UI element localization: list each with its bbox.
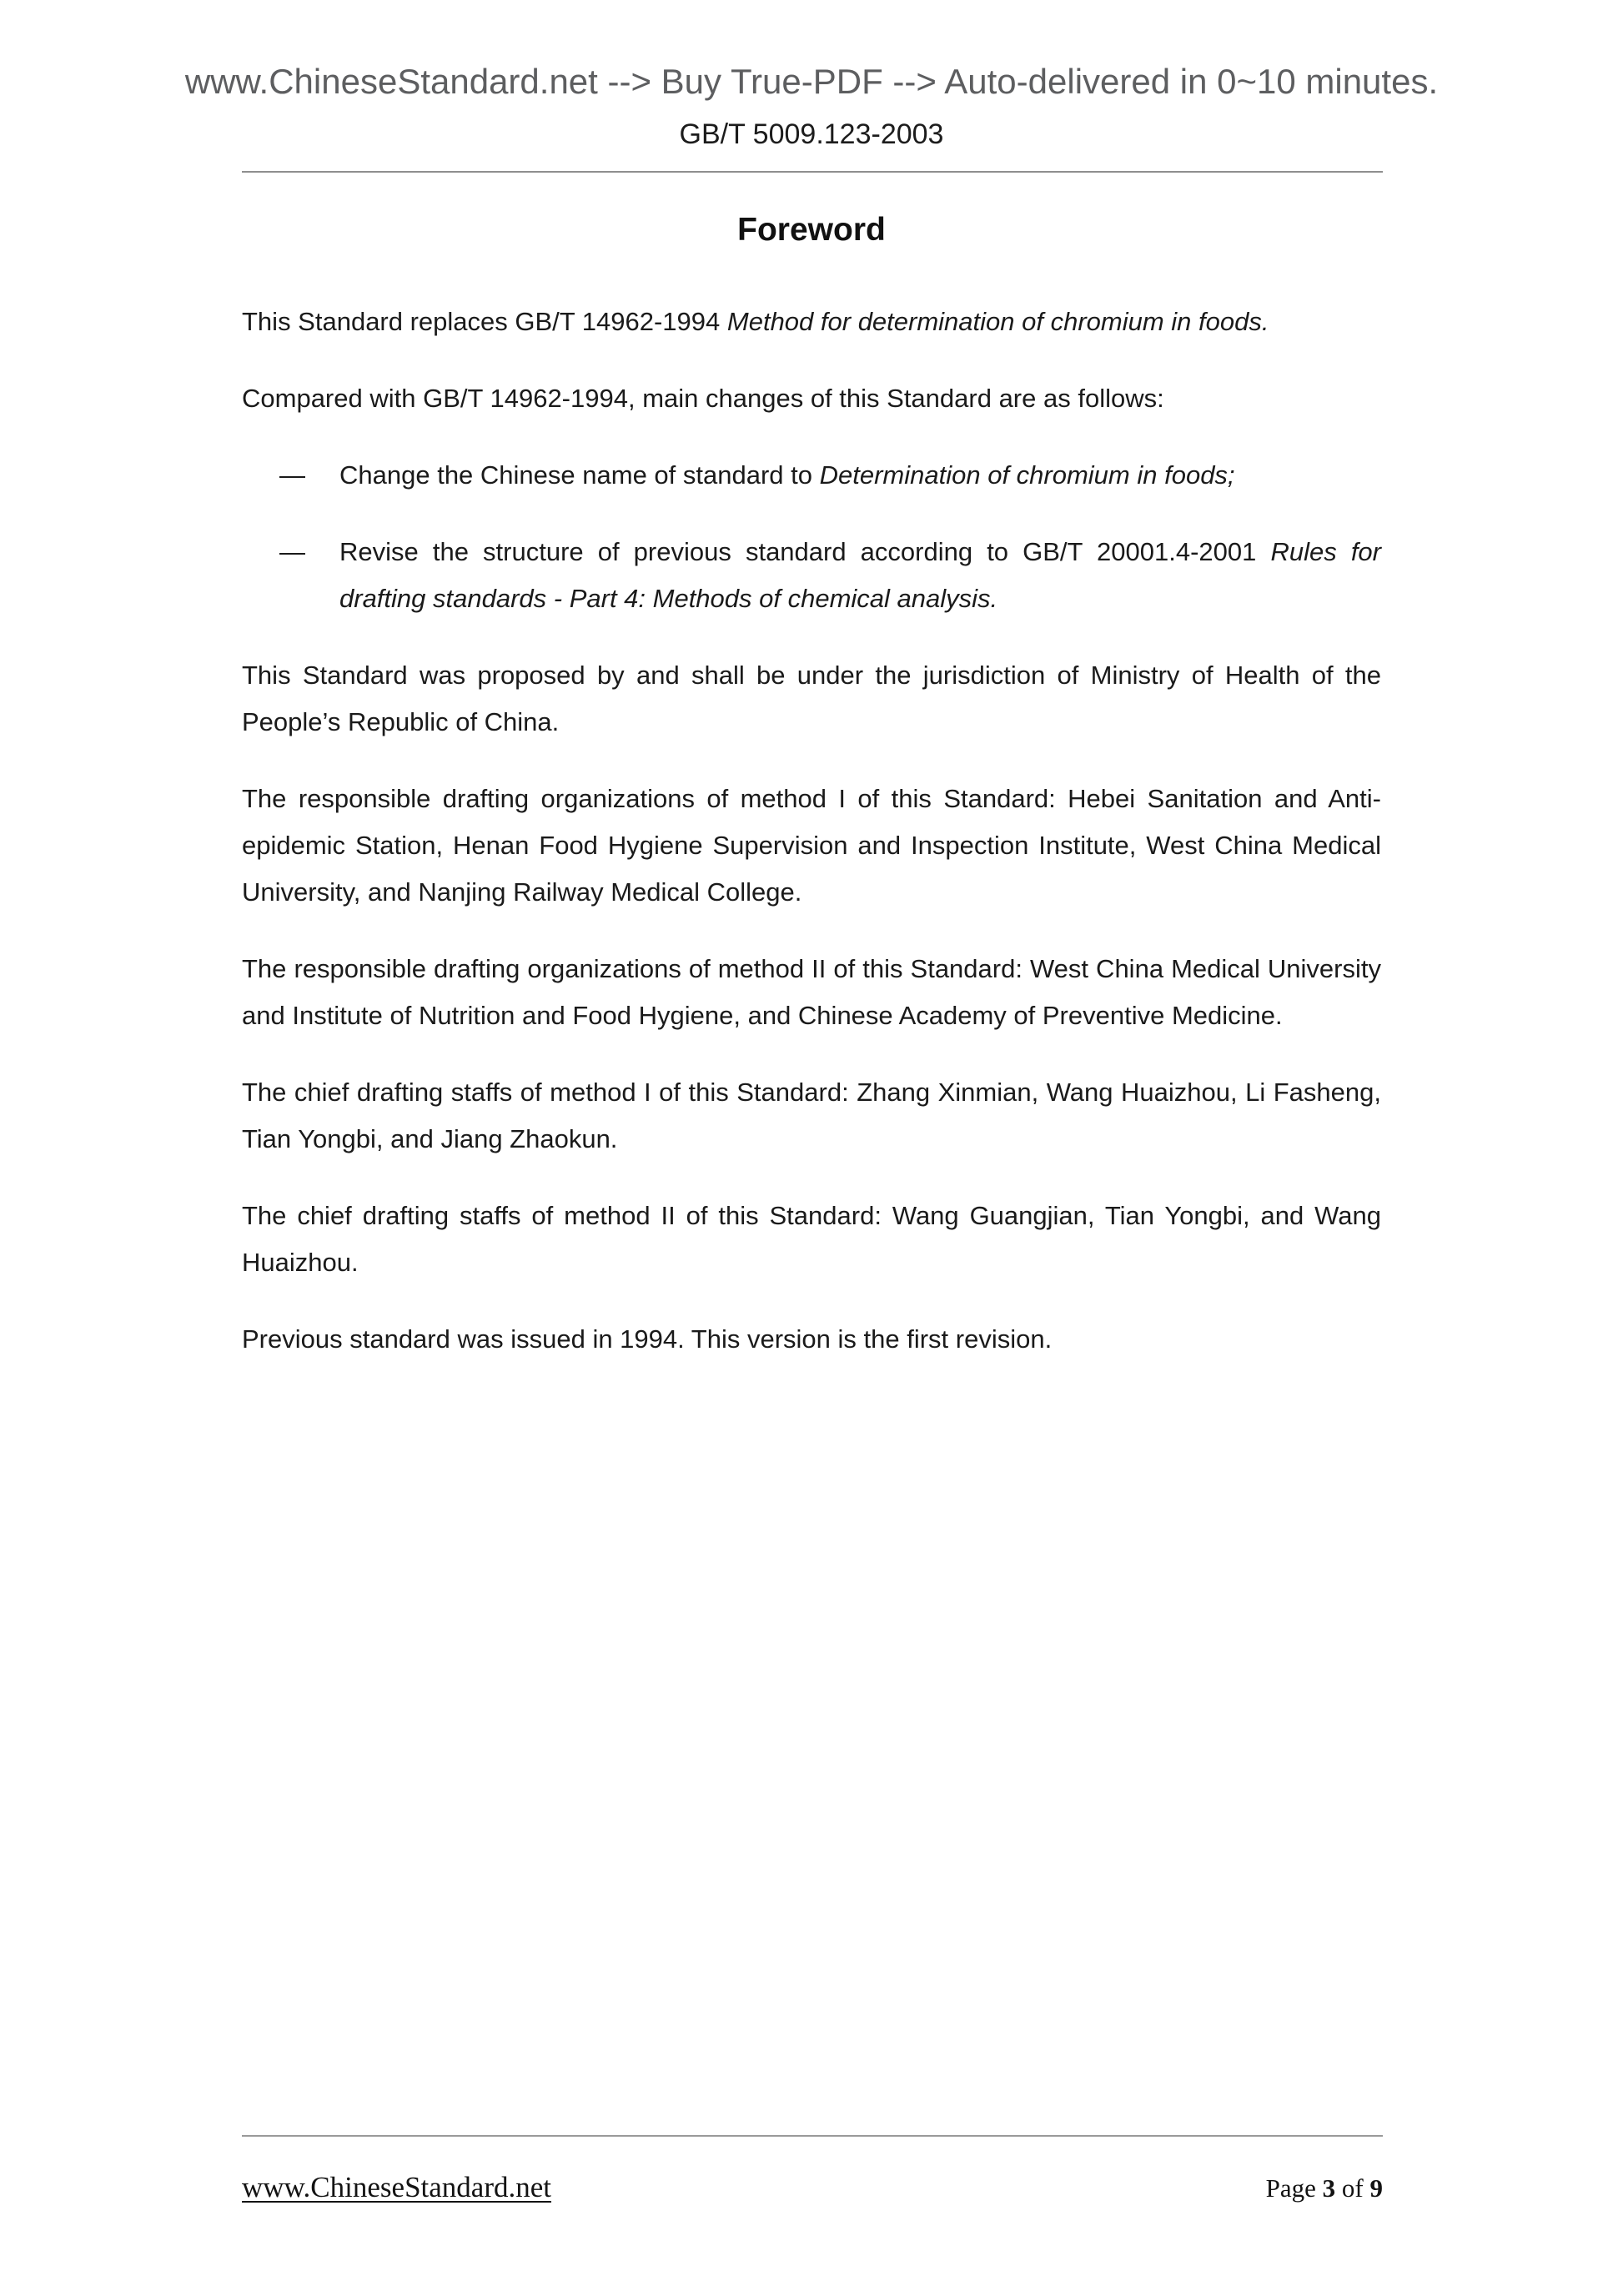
page-total: 9 xyxy=(1369,2173,1383,2203)
bullet-item xyxy=(242,452,1381,499)
text-segment: The responsible drafting organizations of method II of this Standard: West China Medical University and Institute of Nutrition and Food Hygiene, and Chinese Academy of Preventive Medicine. xyxy=(242,954,1381,1030)
text-segment: This Standard replaces GB/T 14962-1994 xyxy=(242,307,727,336)
page-indicator-connector: of xyxy=(1335,2173,1370,2203)
paragraph xyxy=(242,1316,1381,1363)
italic-text-segment: Determination of chromium in foods; xyxy=(819,460,1235,490)
page-indicator-prefix: Page xyxy=(1265,2173,1323,2203)
paragraph xyxy=(242,776,1381,916)
paragraph xyxy=(242,946,1381,1039)
em-dash-marker: — xyxy=(279,537,305,566)
page-number: 3 xyxy=(1322,2173,1336,2203)
text-segment: The chief drafting staffs of method II of this Standard: Wang Guangjian, Tian Yongbi, and Wang Huaizhou. xyxy=(242,1201,1381,1277)
text-segment: This Standard was proposed by and shall be under the jurisdiction of Ministry of Health of the People’s Republic of China. xyxy=(242,661,1381,736)
header-rule xyxy=(242,171,1383,173)
header-promo-text: www.ChineseStandard.net --> Buy True-PDF --> Auto-delivered in 0~10 minutes. xyxy=(184,62,1439,101)
header-doc-number: GB/T 5009.123-2003 xyxy=(679,118,944,150)
paragraph xyxy=(242,299,1381,345)
paragraph xyxy=(242,652,1381,746)
italic-text-segment: Rules for drafting standards - Part 4: Methods of chemical analysis. xyxy=(339,537,1381,613)
em-dash-marker: — xyxy=(279,460,305,490)
bullet-item xyxy=(242,529,1381,622)
text-segment: Previous standard was issued in 1994. This version is the first revision. xyxy=(242,1324,1053,1354)
document-body xyxy=(242,299,1381,1363)
text-segment: The chief drafting staffs of method I of this Standard: Zhang Xinmian, Wang Huaizhou, Li Fasheng, Tian Yongbi, and Jiang Zhaokun. xyxy=(242,1078,1381,1153)
paragraph xyxy=(242,1069,1381,1163)
text-segment: Revise the structure of previous standard according to GB/T 20001.4-2001 xyxy=(339,537,1271,566)
footer-website-link[interactable]: www.ChineseStandard.net xyxy=(242,2171,551,2203)
footer xyxy=(242,2137,1383,2206)
text-segment: The responsible drafting organizations of method I of this Standard: Hebei Sanitation and Anti-epidemic Station, Henan Food Hygiene Supervision and Inspection Institute, West China Medical University, and Nanjing Railway Medical College. xyxy=(242,784,1381,907)
text-segment: Compared with GB/T 14962-1994, main changes of this Standard are as follows: xyxy=(242,384,1164,413)
document-content xyxy=(242,208,1381,1393)
paragraph xyxy=(242,1193,1381,1286)
paragraph xyxy=(242,375,1381,422)
italic-text-segment: Method for determination of chromium in foods. xyxy=(726,307,1269,336)
page-indicator xyxy=(1266,2171,1383,2206)
text-segment: Change the Chinese name of standard to xyxy=(339,460,820,490)
page-title: Foreword xyxy=(737,212,886,248)
